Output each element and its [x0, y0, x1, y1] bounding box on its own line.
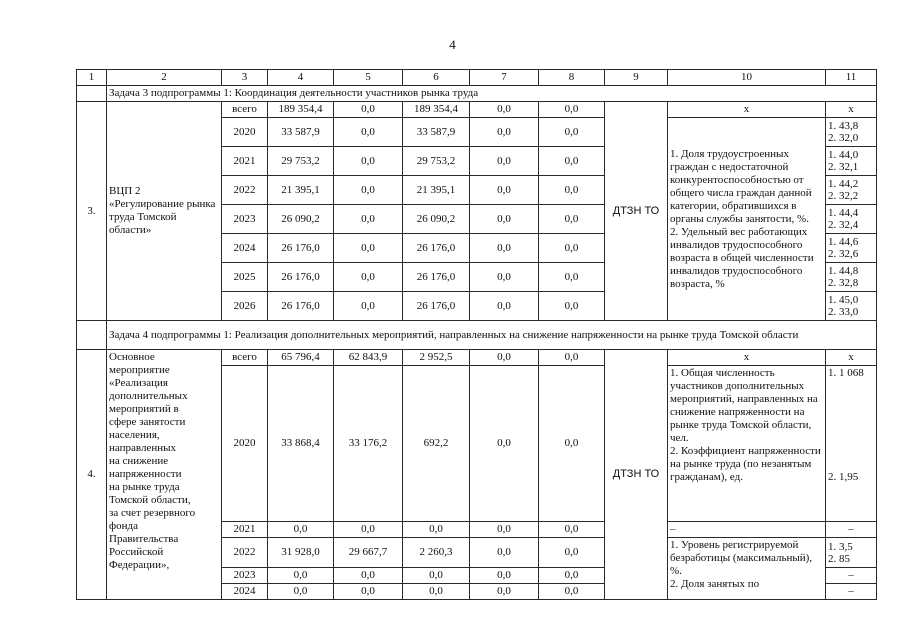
task3-name: ВЦП 2 «Регулирование рынка труда Томской области» — [107, 102, 222, 321]
value-cell: 0,0 — [539, 584, 605, 600]
task4-number: 4. — [77, 350, 107, 600]
value-cell: 0,0 — [268, 568, 334, 584]
task4-name: Основное мероприятие «Реализация дополнительных мероприятий в сфере занятости населения, направленных на снижение напряженности на рынке труда Томской области, за счет резервного фонда Правительства Российской Федерации», — [107, 350, 222, 600]
value-cell: 0,0 — [539, 538, 605, 568]
indicator-values: 1. 44,8 2. 32,8 — [826, 263, 877, 292]
dash-cell: – — [826, 568, 877, 584]
year-cell: 2023 — [222, 205, 268, 234]
value-cell: 0,0 — [334, 292, 403, 321]
value-cell: 2 952,5 — [403, 350, 470, 366]
value-cell: 0,0 — [539, 234, 605, 263]
page-number: 4 — [449, 37, 456, 52]
value-cell: 0,0 — [403, 522, 470, 538]
value-cell: 0,0 — [268, 522, 334, 538]
col-header-11: 11 — [826, 70, 877, 86]
col-header-9: 9 — [605, 70, 668, 86]
value-cell: 0,0 — [334, 205, 403, 234]
indicator-value: 2. 1,95 — [828, 471, 859, 483]
value-cell: 29 753,2 — [403, 147, 470, 176]
dash-cell: – — [668, 522, 826, 538]
year-cell: всего — [222, 102, 268, 118]
col-header-7: 7 — [470, 70, 539, 86]
value-cell: 33 868,4 — [268, 366, 334, 522]
value-cell: 189 354,4 — [403, 102, 470, 118]
year-cell: 2020 — [222, 118, 268, 147]
value-cell: 26 176,0 — [403, 234, 470, 263]
col-header-2: 2 — [107, 70, 222, 86]
year-cell: 2026 — [222, 292, 268, 321]
value-cell: 0,0 — [470, 102, 539, 118]
value-cell: 0,0 — [334, 568, 403, 584]
task4-x-10: х — [668, 350, 826, 366]
year-cell: 2021 — [222, 522, 268, 538]
value-cell: 0,0 — [334, 176, 403, 205]
value-cell: 0,0 — [334, 118, 403, 147]
value-cell: 0,0 — [539, 522, 605, 538]
value-cell: 0,0 — [470, 350, 539, 366]
value-cell: 0,0 — [470, 118, 539, 147]
value-cell: 0,0 — [334, 584, 403, 600]
task3-indicators: 1. Доля трудоустроенных граждан с недостаточной конкурентоспособностью от общего числа граждан данной категории, обратившихся в органы службы занятости, %. 2. Удельный вес работающих инвалидов трудоспособного возраста в общей численности инвалидов трудоспособного возраста, % — [668, 118, 826, 321]
value-cell: 33 587,9 — [268, 118, 334, 147]
year-cell: 2022 — [222, 176, 268, 205]
task4-title-row — [77, 321, 877, 350]
value-cell: 26 176,0 — [403, 263, 470, 292]
value-cell: 0,0 — [470, 584, 539, 600]
col-header-1: 1 — [77, 70, 107, 86]
value-cell: 0,0 — [470, 522, 539, 538]
value-cell: 26 176,0 — [268, 263, 334, 292]
task3-x-11: х — [826, 102, 877, 118]
budget-table — [76, 69, 877, 600]
value-cell: 0,0 — [539, 147, 605, 176]
value-cell: 0,0 — [539, 292, 605, 321]
value-cell: 0,0 — [268, 584, 334, 600]
value-cell: 33 587,9 — [403, 118, 470, 147]
value-cell: 0,0 — [403, 584, 470, 600]
indicator-values: 1. 43,8 2. 32,0 — [826, 118, 877, 147]
year-cell: 2020 — [222, 366, 268, 522]
year-cell: 2024 — [222, 584, 268, 600]
value-cell: 26 090,2 — [403, 205, 470, 234]
indicator-values: 1. 44,2 2. 32,2 — [826, 176, 877, 205]
indicator-value: 1. 1 068 — [828, 367, 864, 379]
value-cell: 0,0 — [539, 205, 605, 234]
value-cell: 0,0 — [470, 205, 539, 234]
indicator-text: 1. Общая численность участников дополнительных мероприятий, направленных на снижение напряженности на рынке труда Томской области, чел. — [670, 367, 818, 444]
year-cell: 2021 — [222, 147, 268, 176]
value-cell: 0,0 — [539, 568, 605, 584]
value-cell: 0,0 — [334, 147, 403, 176]
value-cell: 29 667,7 — [334, 538, 403, 568]
task3-number: 3. — [77, 102, 107, 321]
task4-indicators-2022 — [668, 538, 826, 600]
value-cell: 0,0 — [539, 366, 605, 522]
value-cell: 0,0 — [539, 102, 605, 118]
value-cell: 26 090,2 — [268, 205, 334, 234]
value-cell: 31 928,0 — [268, 538, 334, 568]
year-cell: 2024 — [222, 234, 268, 263]
value-cell: 29 753,2 — [268, 147, 334, 176]
value-cell: 0,0 — [334, 263, 403, 292]
value-cell: 65 796,4 — [268, 350, 334, 366]
task3-title-row — [77, 86, 877, 102]
value-cell: 0,0 — [539, 118, 605, 147]
task4-title: Задача 4 подпрограммы 1: Реализация дополнительных мероприятий, направленных на снижение напряженности на рынке труда Томской области — [107, 321, 877, 350]
value-cell: 0,0 — [470, 538, 539, 568]
value-cell: 0,0 — [539, 350, 605, 366]
value-cell: 0,0 — [539, 176, 605, 205]
col-header-8: 8 — [539, 70, 605, 86]
task4-x-11: х — [826, 350, 877, 366]
indicator-values: 1. 44,4 2. 32,4 — [826, 205, 877, 234]
indicator-values: 1. 44,0 2. 32,1 — [826, 147, 877, 176]
indicator-text: 2. Коэффициент напряженности на рынке труда (по незанятым гражданам), ед. — [670, 445, 821, 483]
value-cell: 62 843,9 — [334, 350, 403, 366]
value-cell: 0,0 — [334, 522, 403, 538]
value-cell: 26 176,0 — [268, 234, 334, 263]
col-header-3: 3 — [222, 70, 268, 86]
col-header-6: 6 — [403, 70, 470, 86]
col-header-4: 4 — [268, 70, 334, 86]
value-cell: 33 176,2 — [334, 366, 403, 522]
table-row — [77, 350, 877, 366]
year-cell: 2025 — [222, 263, 268, 292]
year-cell: всего — [222, 350, 268, 366]
value-cell: 0,0 — [403, 568, 470, 584]
value-cell: 0,0 — [470, 263, 539, 292]
task4-values-2020 — [826, 366, 877, 522]
task3-x-10: х — [668, 102, 826, 118]
table-row — [77, 102, 877, 118]
value-cell: 189 354,4 — [268, 102, 334, 118]
value-cell: 0,0 — [334, 102, 403, 118]
value-cell: 0,0 — [539, 263, 605, 292]
year-cell: 2023 — [222, 568, 268, 584]
value-cell: 21 395,1 — [403, 176, 470, 205]
value-cell: 0,0 — [470, 234, 539, 263]
indicator-values: 1. 44,6 2. 32,6 — [826, 234, 877, 263]
dash-cell: – — [826, 584, 877, 600]
task4-indicators-2020 — [668, 366, 826, 522]
dash-cell: – — [826, 522, 877, 538]
header-row — [77, 70, 877, 86]
task4-executor: ДТЗН ТО — [605, 350, 668, 600]
indicator-values: 1. 45,0 2. 33,0 — [826, 292, 877, 321]
value-cell: 692,2 — [403, 366, 470, 522]
col-header-5: 5 — [334, 70, 403, 86]
task3-title: Задача 3 подпрограммы 1: Координация деятельности участников рынка труда — [107, 86, 877, 102]
value-cell: 26 176,0 — [268, 292, 334, 321]
indicator-values: 1. 3,5 2. 85 — [826, 538, 877, 568]
task3-executor: ДТЗН ТО — [605, 102, 668, 321]
indicator-text: 2. Доля занятых по — [670, 578, 760, 590]
value-cell: 0,0 — [470, 568, 539, 584]
col-header-10: 10 — [668, 70, 826, 86]
value-cell: 26 176,0 — [403, 292, 470, 321]
value-cell: 21 395,1 — [268, 176, 334, 205]
year-cell: 2022 — [222, 538, 268, 568]
value-cell: 0,0 — [470, 176, 539, 205]
value-cell: 0,0 — [470, 292, 539, 321]
indicator-text: 1. Уровень регистрируемой безработицы (максимальный), %. — [670, 539, 813, 577]
value-cell: 0,0 — [470, 147, 539, 176]
value-cell: 0,0 — [470, 366, 539, 522]
value-cell: 0,0 — [334, 234, 403, 263]
value-cell: 2 260,3 — [403, 538, 470, 568]
